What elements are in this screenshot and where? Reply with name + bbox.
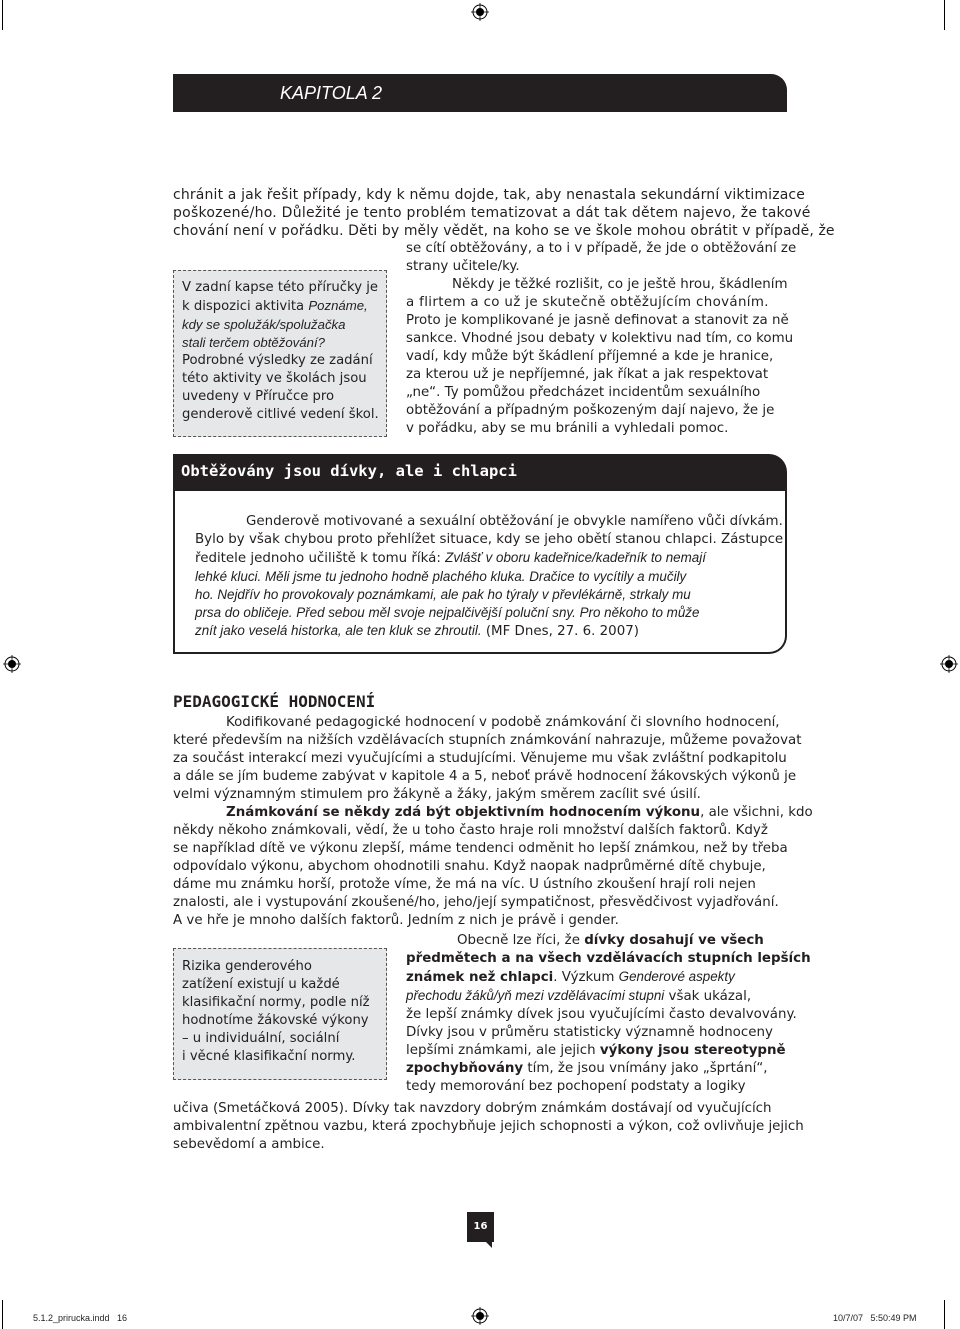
text-line: ambivalentní zpětnou vazbu, která zpochybňuje jejich schopnosti a výkon, což ovlivňuje jejich	[173, 1119, 804, 1134]
case-text: ředitele jednoho učiliště k tomu říká:	[195, 551, 446, 566]
registration-mark-icon	[471, 1307, 489, 1325]
note-line: klasifikační normy, podle níž	[182, 995, 370, 1010]
chapter-banner	[173, 74, 787, 112]
section-right-column	[406, 932, 811, 1096]
note-line: stali terčem obtěžování?	[182, 335, 325, 350]
text-line: které především na nižších vzdělávacích stupních známkování nahrazuje, můžeme považovat	[173, 733, 802, 748]
text-line: poškozené/ho. Důležité je tento problém tematizovat a dát tak dětem najevo, že takové	[173, 205, 811, 221]
note-line: zatížení existují u každé	[182, 977, 340, 992]
sidebar-note	[173, 948, 387, 1080]
text-line: za kterou už je nepříjemné, jak říkat a jak respektovat	[406, 367, 769, 382]
study-title: Genderové aspekty	[618, 969, 735, 984]
text-line: A ve hře je mnoho dalších faktorů. Jedním z nich je právě i gender.	[173, 913, 619, 928]
text-line: že lepší známky dívek jsou vyučujícími často devalvovány.	[406, 1007, 797, 1022]
note-line: i věcné klasifikační normy.	[182, 1049, 356, 1064]
text-span: . Výzkum	[553, 970, 619, 985]
text-line: „ne“. Ty pomůžou předcházet incidentům sexuálního	[406, 385, 761, 400]
crop-mark	[944, 0, 945, 30]
emphasis: výkony jsou stereotypně	[599, 1043, 786, 1058]
note-line: kdy se spolužák/spolužačka	[182, 317, 346, 332]
note-line: Rizika genderového	[182, 959, 312, 974]
footer-timestamp: 10/7/07 5:50:49 PM	[833, 1313, 917, 1323]
intro-paragraph	[173, 186, 835, 240]
emphasis: Známkování se někdy zdá být objektivním hodnocením výkonu	[226, 805, 701, 820]
study-title: přechodu žáků/yň mezi vzdělávacími stupni	[406, 988, 665, 1003]
text-span: tím, že jsou vnímány jako „šprtání“,	[523, 1061, 768, 1076]
case-quote: prsa do obličeje. Před sebou měl svoje nejpalčivější poluční sny. Pro někoho to může	[195, 605, 700, 620]
text-line: znalosti, ale i vystupování zkoušené/ho, jeho/její sympatičnost, přesvědčivost vyjadřování.	[173, 895, 779, 910]
text-line	[195, 622, 767, 641]
note-line: Podrobné výsledky ze zadání	[182, 353, 373, 368]
text-line: obtěžování a případným poškozeným dají najevo, že je	[406, 403, 775, 418]
text-line: chránit a jak řešit případy, kdy k němu dojde, tak, aby nenastala sekundární viktimizace	[173, 187, 806, 203]
case-quote: ho. Nejdřív ho provokovaly poznámkami, ale pak ho týraly v převlékárně, strkaly mu	[195, 587, 691, 602]
text-line: velmi významným stimulem pro žákyně a žáky, jakým směrem zacílit své úsilí.	[173, 787, 701, 802]
case-quote: lehké kluci. Měli jsme tu jednoho hodně plachého kluka. Dračice to vycítily a mučily	[195, 569, 687, 584]
crop-mark	[2, 0, 3, 30]
emphasis: předmětech a na všech vzdělávacích stupních lepších	[406, 951, 811, 966]
text-line: dáme mu známku horší, protože víme, že má na víc. U ústního zkoušení hrají roli nejen	[173, 877, 756, 892]
case-study-title: Obtěžovány jsou dívky, ale i chlapci	[181, 462, 517, 480]
section-body	[173, 714, 813, 930]
chapter-title: KAPITOLA 2	[280, 83, 383, 103]
case-quote: Zvlášť v oboru kadeřnice/kadeřník to nemají	[445, 550, 706, 565]
text-line: Kodifikované pedagogické hodnocení v podobě známkování či slovního hodnocení,	[226, 715, 780, 730]
text-line: tedy memorování bez pochopení podstaty a logiky	[406, 1079, 746, 1094]
text-line: Někdy je těžké rozlišit, co je ještě hrou, škádlením	[452, 277, 788, 292]
note-line: V zadní kapse této příručky je	[182, 280, 378, 295]
text-span: Obecně lze říci, že	[457, 933, 585, 948]
registration-mark-icon	[471, 3, 489, 21]
text-line: a flirtem a co už je skutečně obtěžujícím chováním.	[406, 295, 769, 310]
text-line: Proto je komplikované je jasně definovat a stanovit za ně	[406, 313, 789, 328]
page-number-tab	[484, 1240, 492, 1248]
crop-mark	[2, 1300, 3, 1329]
intro-right-column	[406, 240, 797, 438]
case-citation: (MF Dnes, 27. 6. 2007)	[481, 624, 639, 639]
text-line: Dívky jsou v průměru statisticky významně hodnoceny	[406, 1025, 773, 1040]
text-line	[406, 987, 787, 1006]
text-span: lepšími známkami, ale jejich	[406, 1043, 600, 1058]
note-text: k dispozici aktivita	[182, 299, 309, 314]
text-line	[406, 1042, 787, 1060]
note-line: – u individuální, sociální	[182, 1031, 340, 1046]
sidebar-note	[173, 270, 387, 437]
footer-filename: 5.1.2_prirucka.indd 16	[33, 1313, 128, 1323]
note-line: této aktivity ve školách jsou	[182, 371, 367, 386]
text-line	[173, 804, 813, 822]
text-line: vadí, kdy může být škádlení příjemné a kde je hranice,	[406, 349, 774, 364]
text-line: sebevědomí a ambice.	[173, 1137, 325, 1152]
text-line: Genderově motivované a sexuální obtěžování je obvykle namířeno vůči dívkám.	[246, 514, 783, 529]
text-line: sankce. Vhodné jsou debaty v kolektivu nad tím, co komu	[406, 331, 794, 346]
case-quote: znít jako veselá historka, ale ten kluk se zhroutil.	[195, 623, 482, 638]
text-line: Bylo by však chybou proto přehlížet situace, kdy se jeho obětí stanou chlapci. Zástupce	[195, 532, 784, 547]
note-line	[182, 297, 378, 316]
text-line: učiva (Smetáčková 2005). Dívky tak navzdory dobrým známkám dostávají od vyučujících	[173, 1101, 772, 1116]
section-closing	[173, 1100, 804, 1154]
text-line: se cítí obtěžovány, a to i v případě, že jde o obtěžování ze	[406, 241, 797, 256]
text-line: v pořádku, aby se mu bránili a vyhledali pomoc.	[406, 421, 729, 436]
case-study-text	[195, 513, 784, 641]
text-span: , ale všichni, kdo	[700, 805, 813, 820]
text-line: chování není v pořádku. Děti by měly vědět, na koho se ve škole mohou obrátit v případě, že	[173, 223, 835, 239]
emphasis: známek než chlapci	[406, 970, 554, 985]
text-line	[406, 932, 787, 950]
text-line	[406, 1060, 787, 1078]
text-line: odpovídalo výkonu, abychom ohodnotili snahu. Když naopak nadprůměrné dítě chybuje,	[173, 859, 766, 874]
emphasis: zpochybňovány	[406, 1061, 524, 1076]
text-line: strany učitele/ky.	[406, 259, 520, 274]
text-line: a dále se jím budeme zabývat v kapitole 4 a 5, neboť právě hodnocení žákovských výkonů je	[173, 769, 797, 784]
note-italic: Poznáme,	[308, 298, 368, 313]
text-line: se například dítě ve výkonu zlepší, máme tendenci odměnit ho lepší známkou, než by třeba	[173, 841, 788, 856]
text-span: však ukázal,	[664, 989, 752, 1004]
emphasis: dívky dosahují ve všech	[584, 933, 764, 948]
crop-mark	[944, 1300, 945, 1329]
registration-mark-icon	[940, 655, 958, 673]
note-line: uvedeny v Příručce pro	[182, 389, 335, 404]
text-line	[195, 549, 767, 568]
text-line: za součást interakcí mezi vyučujícími a studujícími. Věnujeme mu však zvláštní podkapitolu	[173, 751, 787, 766]
text-line	[406, 968, 787, 987]
note-line: genderově citlivé vedení škol.	[182, 407, 379, 422]
note-line: hodnotíme žákovské výkony	[182, 1013, 369, 1028]
registration-mark-icon	[3, 655, 21, 673]
text-line: někdy někoho známkovali, vědí, že u toho často hraje roli množství dalších faktorů. Když	[173, 823, 768, 838]
page-number: 16	[467, 1212, 494, 1242]
section-title: PEDAGOGICKÉ HODNOCENÍ	[173, 692, 376, 711]
case-study-header	[173, 454, 787, 491]
